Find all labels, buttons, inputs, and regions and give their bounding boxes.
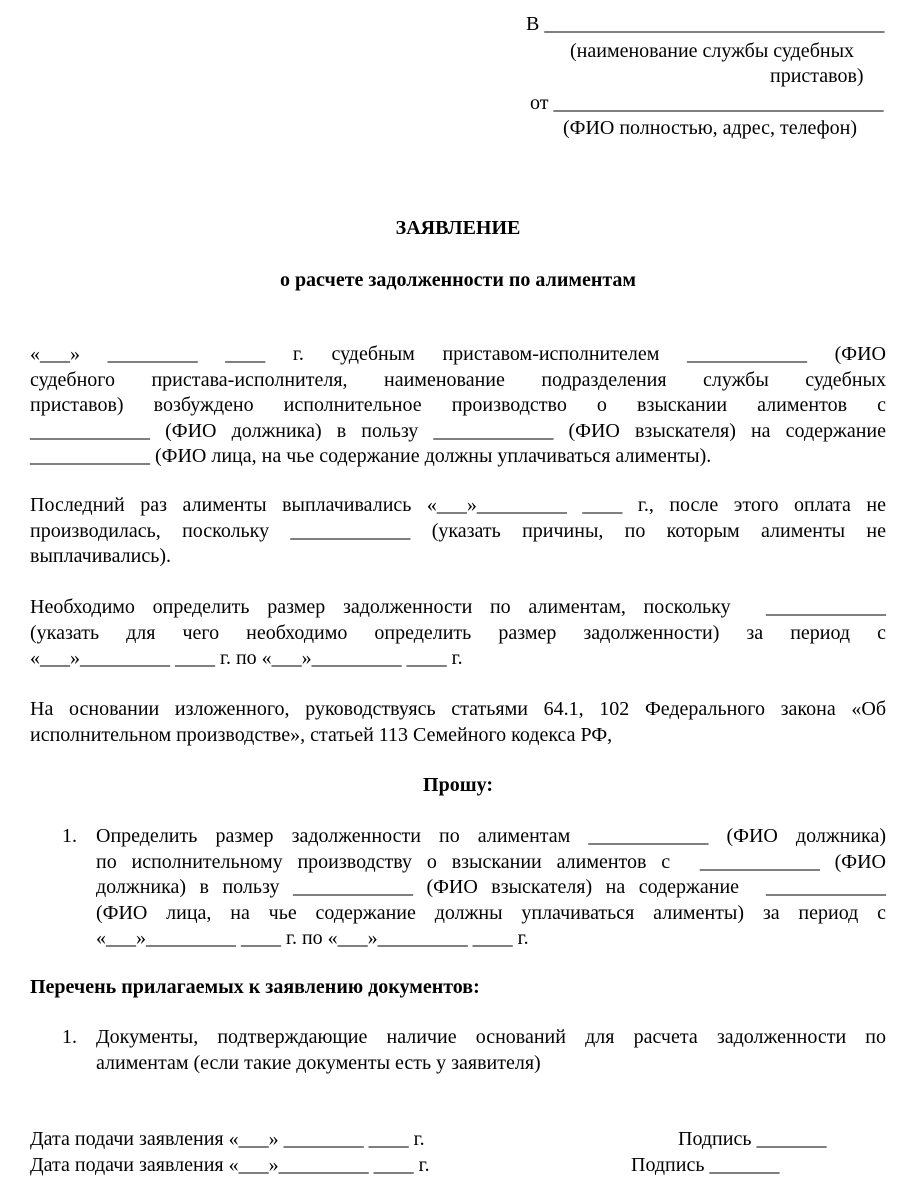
paragraph-legal-basis	[30, 697, 886, 748]
text-line: «___» _________ ____ г. судебным приставом-исполнителем ____________ (ФИО	[30, 343, 886, 365]
submission-date-line-1: Дата подачи заявления «___» ________ ____ г.	[30, 1128, 425, 1150]
text-line: по исполнительному производству о взыскании алиментов с ____________ (ФИО	[96, 850, 886, 873]
paragraph-initiation	[30, 342, 886, 470]
recipient-caption-2: приставов)	[770, 65, 864, 87]
document-title: ЗАЯВЛЕНИЕ	[395, 217, 521, 239]
text-line: ____________ (ФИО лица, на чье содержание должны уплачиваться алименты).	[30, 445, 712, 467]
signature-line-1: Подпись _______	[678, 1128, 827, 1150]
attachment-item-number: 1.	[62, 1026, 77, 1048]
recipient-line: В __________________________________	[526, 13, 885, 35]
text-line: производилась, поскольку ____________ (указать причины, по которым алименты не	[30, 519, 886, 542]
text-line: Последний раз алименты выплачивались «___»_________ ____ г., после этого оплата не	[30, 494, 886, 516]
text-line: выплачивались).	[30, 545, 171, 567]
sender-caption: (ФИО полностью, адрес, телефон)	[563, 117, 857, 139]
document-subtitle: о расчете задолженности по алиментам	[279, 269, 637, 291]
text-line: «___»_________ ____ г. по «___»_________ ____ г.	[30, 647, 463, 669]
paragraph-last-payment	[30, 493, 886, 570]
attachments-heading: Перечень прилагаемых к заявлению документов:	[30, 976, 480, 998]
text-line: ____________ (ФИО должника) в пользу ____________ (ФИО взыскателя) на содержание	[30, 419, 886, 442]
paragraph-reason	[30, 595, 886, 672]
request-heading: Прошу:	[423, 774, 493, 796]
text-line: (ФИО лица, на чье содержание должны уплачиваться алименты) за период с	[96, 901, 886, 924]
text-line: должника) в пользу ____________ (ФИО взыскателя) на содержание ____________	[96, 876, 886, 898]
text-line: (указать для чего необходимо определить размер задолженности) за период с	[30, 621, 886, 644]
submission-date-line-2: Дата подачи заявления «___»_________ ____ г.	[30, 1154, 430, 1176]
attachment-item-text	[96, 1025, 886, 1076]
text-line: алиментам (если такие документы есть у заявителя)	[96, 1051, 541, 1074]
text-line: исполнительном производстве», статьей 113 Семейного кодекса РФ,	[30, 723, 613, 746]
text-line: судебного пристава-исполнителя, наименование подразделения службы судебных	[30, 368, 886, 391]
request-item-number: 1.	[62, 825, 77, 847]
text-line: «___»_________ ____ г. по «___»_________ ____ г.	[96, 927, 529, 949]
text-line: На основании изложенного, руководствуясь статьями 64.1, 102 Федерального закона «Об	[30, 698, 886, 720]
recipient-caption-1: (наименование службы судебных	[570, 40, 855, 62]
request-item-text	[96, 824, 886, 952]
text-line: Определить размер задолженности по алиментам ____________ (ФИО должника)	[96, 825, 886, 847]
text-line: Документы, подтверждающие наличие оснований для расчета задолженности по	[96, 1026, 886, 1048]
signature-line-2: Подпись _______	[631, 1154, 780, 1176]
text-line: приставов) возбуждено исполнительное производство о взыскании алиментов с	[30, 394, 886, 416]
sender-line: от _________________________________	[530, 92, 884, 114]
text-line: Необходимо определить размер задолженности по алиментам, поскольку ____________	[30, 596, 886, 618]
